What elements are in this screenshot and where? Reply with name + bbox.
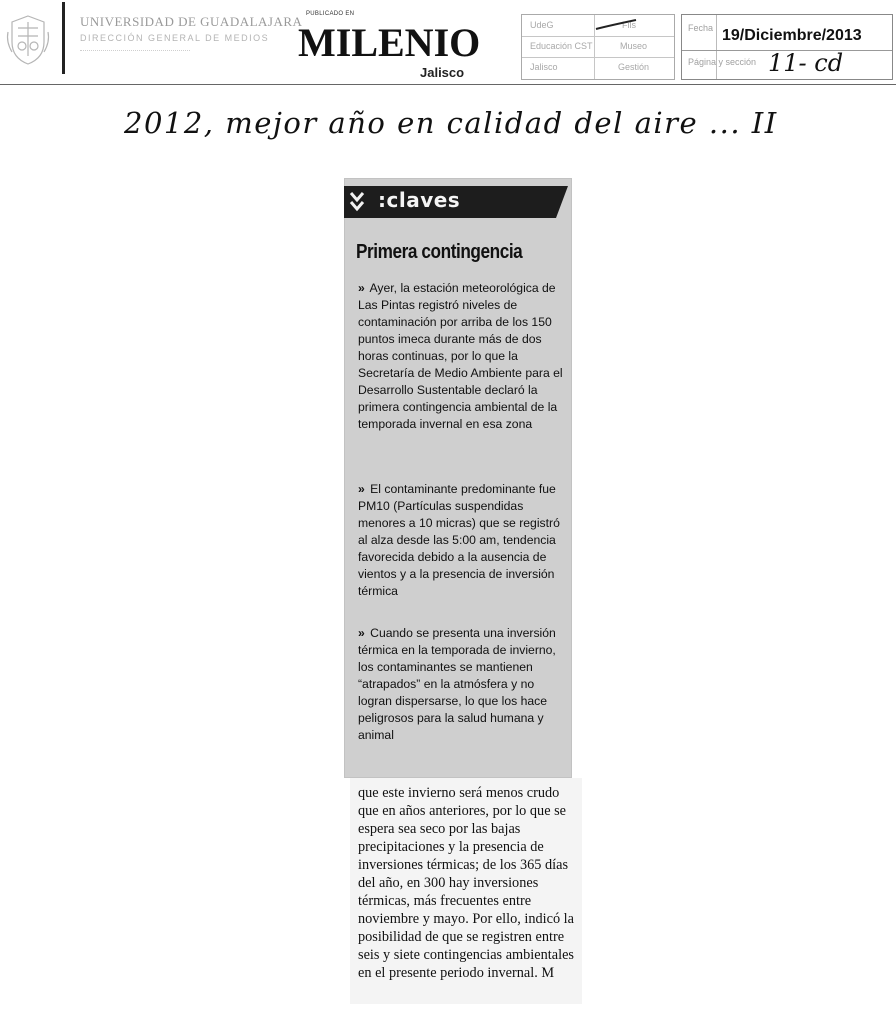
check-mark-icon [592,17,640,33]
bullet-icon: » [358,482,365,496]
university-seal-icon [4,12,52,68]
bullet-icon: » [358,281,365,295]
published-in-label: PUBLICADO EN [306,11,355,17]
grid-cell: Jalisco [530,62,558,72]
clipping-header [0,0,896,86]
handwritten-title: 2012, mejor año en calidad del aire ... II [124,106,778,140]
newspaper-edition: Jalisco [420,65,465,80]
university-dotted-rule [80,50,190,55]
paragraph-text: El contaminante predominante fue PM10 (Partículas suspendidas menores a 10 micras) que se registró al alza desde las 5:00 am, tendencia favorecida debido a la ausencia de vientos y a la presencia de inversión térmica [358,482,560,598]
section-label: :claves [378,188,461,212]
newspaper-logo: MILENIO [298,20,481,65]
date-page-grid [681,14,893,80]
grid-cell: Educación CST [530,41,593,51]
paragraph-text: Cuando se presenta una inversión térmica en la temporada de invierno, los contaminantes se mantienen “atrapados” en la atmósfera y no logran dispersarse, lo que los hace peligrosos para la salud humana y animal [358,626,556,742]
header-bottom-rule [0,84,896,85]
header-divider [62,2,65,74]
publication-date: 19/Diciembre/2013 [722,27,862,44]
sidebar-paragraph [358,625,568,744]
page-section-handwritten: 11- cd [768,49,844,77]
university-department: DIRECCIÓN GENERAL DE MEDIOS [80,33,270,43]
university-name: UNIVERSIDAD DE GUADALAJARA [80,14,303,29]
sidebar-paragraph [358,481,568,600]
page-section-label: Página y sección [688,57,757,67]
sidebar-paragraph [358,280,568,433]
fecha-label: Fecha [688,23,714,33]
grid-divider [522,57,674,58]
sidebar-headline: Primera contingencia [356,241,523,263]
grid-cell: Fils [622,20,636,30]
banner-notch [556,186,568,218]
grid-cell: UdeG [530,20,554,30]
article-text: que este invierno será menos crudo que en años anteriores, por lo que se espera sea seco por las bajas precipitaciones y la presencia de inversiones térmicas; de los 365 días del año, en 300 hay inversiones térmicas, más frecuentes entre noviembre y mayo. Por ello, indicó la posibilidad de que se registren entre seis y siete contingencias ambientales en el presente periodo invernal. M [358,785,574,981]
grid-divider [522,36,674,37]
claves-sidebar [344,178,572,778]
bullet-icon: » [358,626,365,640]
paragraph-text: Ayer, la estación meteorológica de Las Pintas registró niveles de contaminación por arriba de los 150 puntos imeca durante más de dos horas continuas, por lo que la Secretaría de Medio Ambiente para el Desarrollo Sustentable declaró la primera contingencia ambiental de la temporada invernal en esa zona [358,281,563,431]
double-chevron-down-icon [348,190,366,214]
grid-cell: Museo [620,41,648,51]
classification-grid [521,14,675,80]
claves-banner [344,186,556,218]
grid-divider [716,15,717,79]
article-body [350,778,582,1004]
grid-cell: Gestión [618,62,650,72]
